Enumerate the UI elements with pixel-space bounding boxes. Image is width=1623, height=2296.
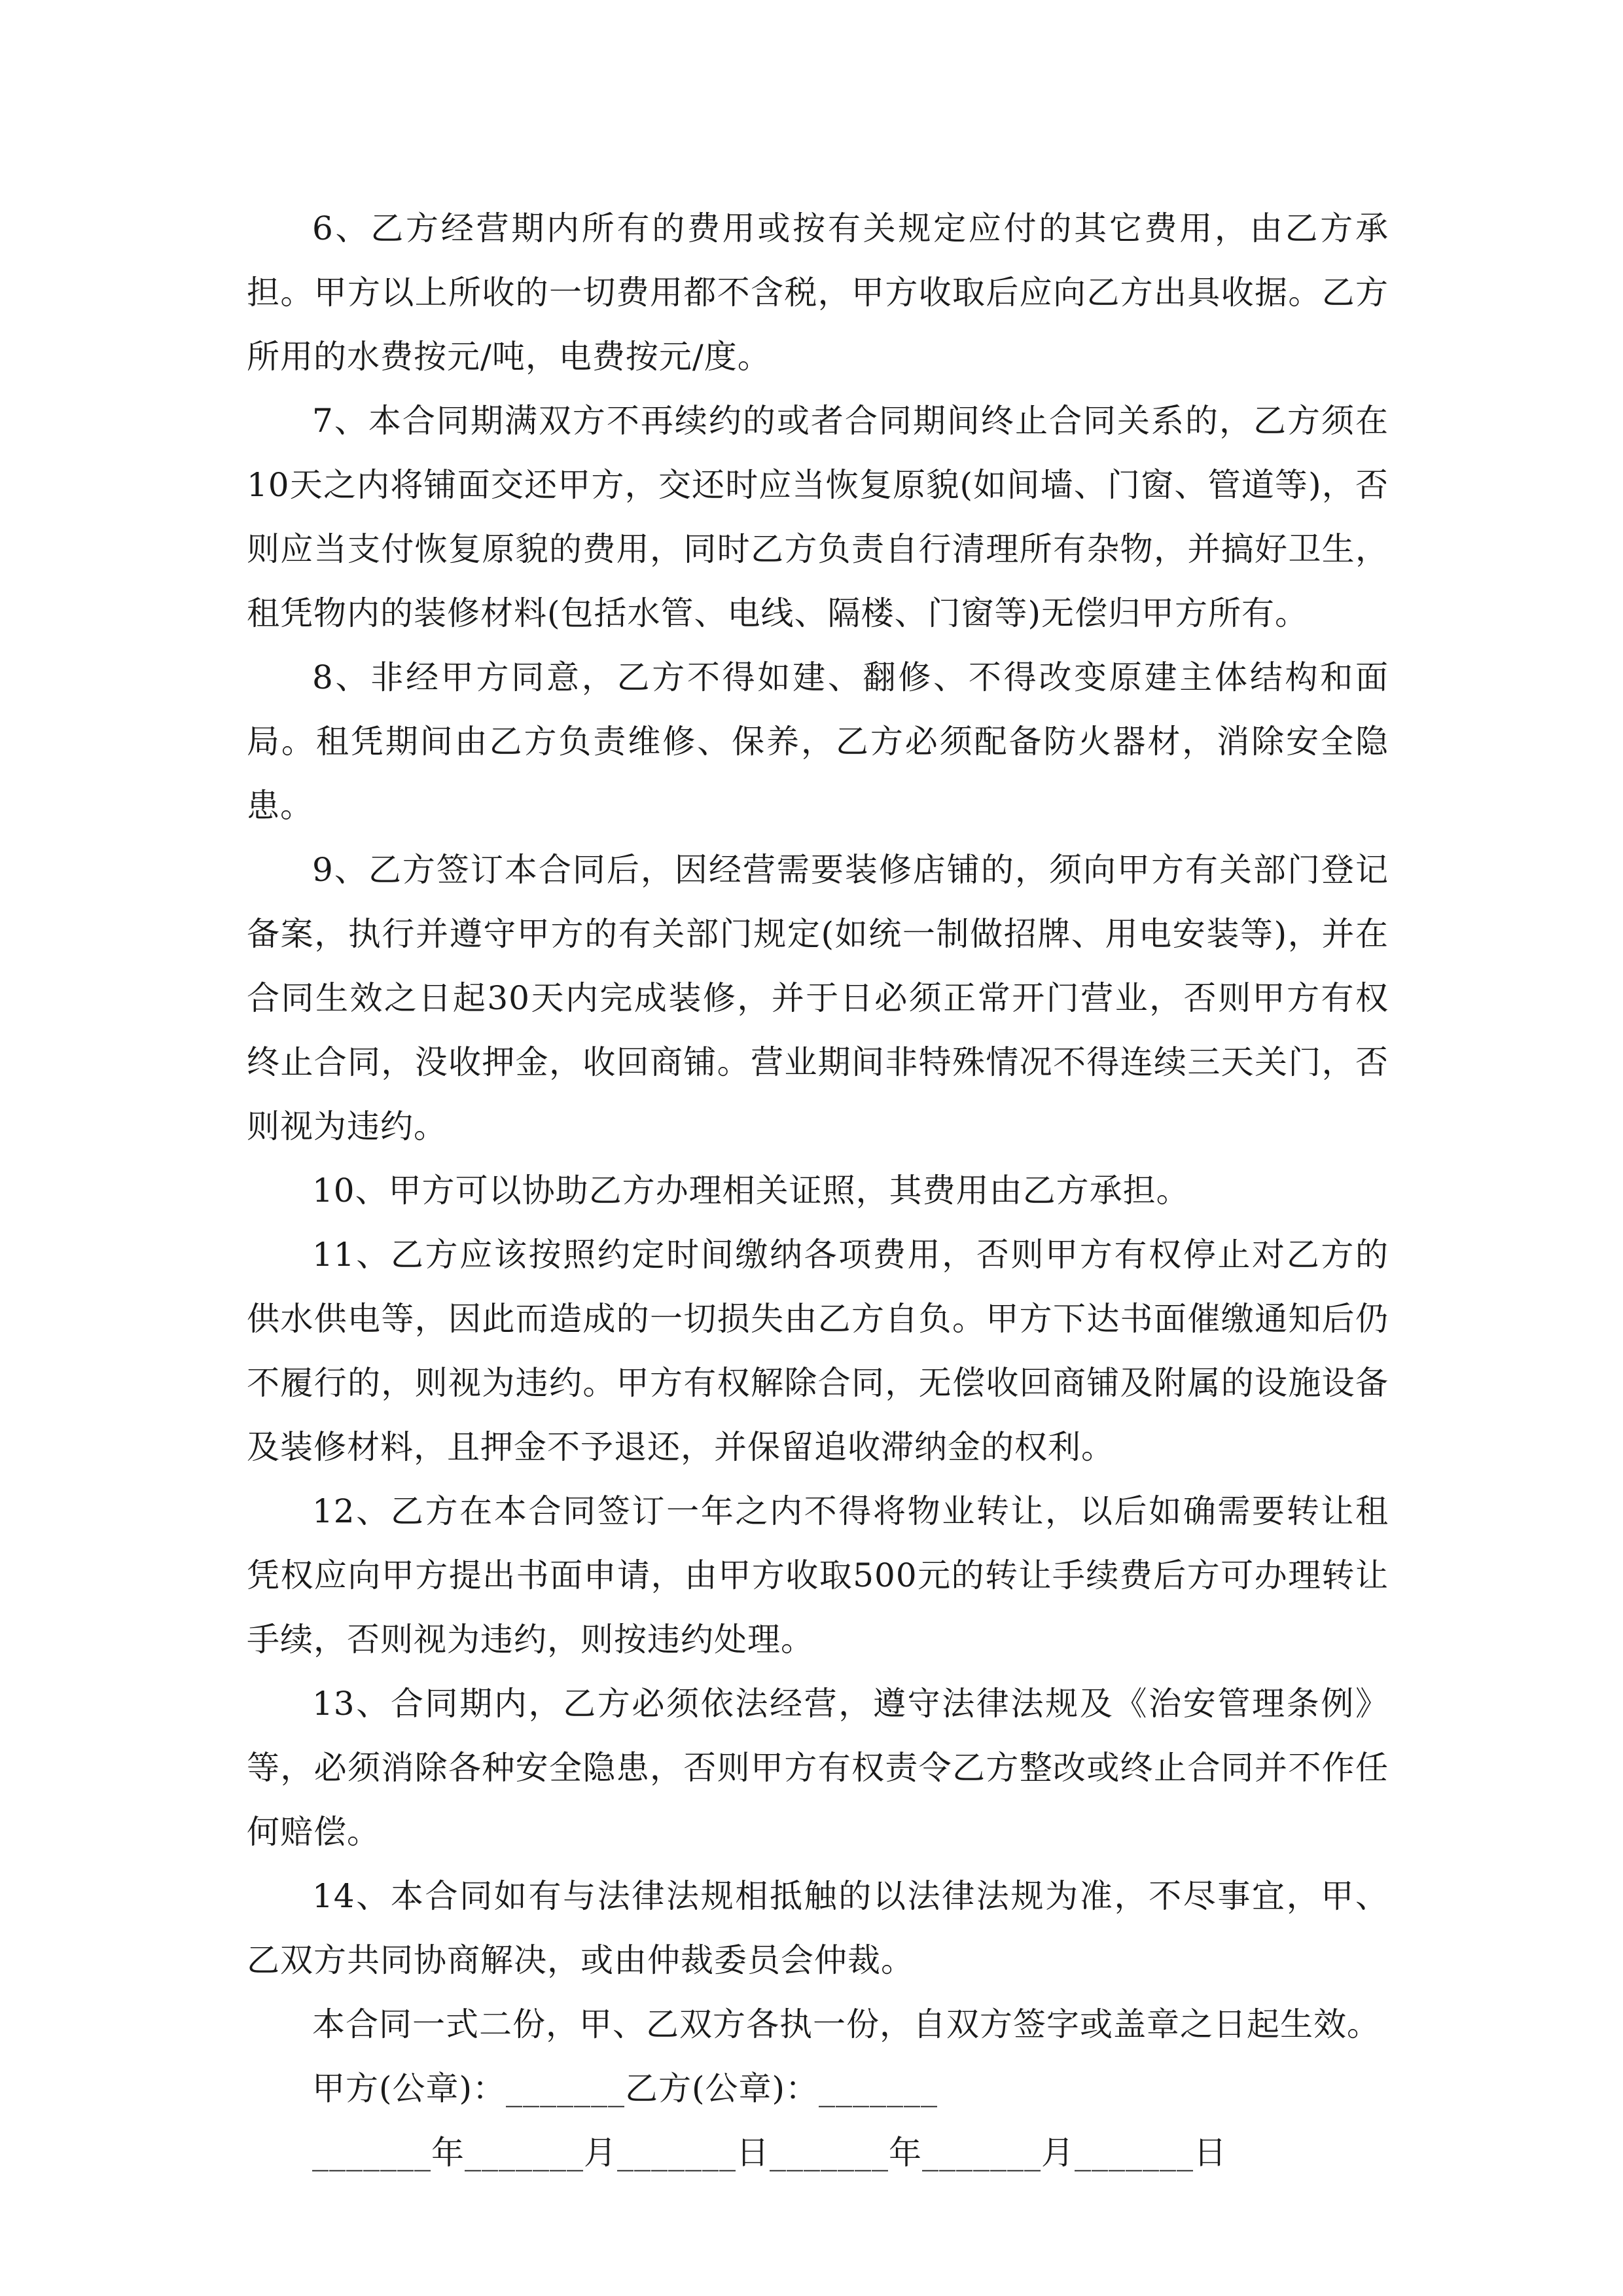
- signature-date-line: _______年_______月_______日_______年_______月_______日: [312, 2134, 1227, 2172]
- effective-statement: 本合同一式二份，甲、乙双方各执一份，自双方签字或盖章之日起生效。: [312, 2005, 1380, 2043]
- clause-10: 10、甲方可以协助乙方办理相关证照，其费用由乙方承担。: [312, 1172, 1190, 1210]
- clause-6: 6、乙方经营期内所有的费用或按有关规定应付的其它费用，由乙方承担。甲方以上所收的一切费用都不含税，甲方收取后应向乙方出具收据。乙方所用的水费按元/吨，电费按元/度。: [247, 209, 1389, 376]
- clause-9: 9、乙方签订本合同后，因经营需要装修店铺的，须向甲方有关部门登记备案，执行并遵守甲方的有关部门规定(如统一制做招牌、用电安装等)，并在合同生效之日起30天内完成装修，并于日必须正常开门营业，否则甲方有权终止合同，没收押金，收回商铺。营业期间非特殊情况不得连续三天关门，否则视为违约。: [247, 851, 1389, 1145]
- clause-7: 7、本合同期满双方不再续约的或者合同期间终止合同关系的，乙方须在10天之内将铺面交还甲方，交还时应当恢复原貌(如间墙、门窗、管道等)，否则应当支付恢复原貌的费用，同时乙方负责自行清理所有杂物，并搞好卫生，租凭物内的装修材料(包括水管、电线、隔楼、门窗等)无偿归甲方所有。: [247, 402, 1389, 632]
- clause-8: 8、非经甲方同意，乙方不得如建、翻修、不得改变原建主体结构和面局。租凭期间由乙方负责维修、保养，乙方必须配备防火器材，消除安全隐患。: [247, 658, 1389, 825]
- clause-11: 11、乙方应该按照约定时间缴纳各项费用，否则甲方有权停止对乙方的供水供电等，因此而造成的一切损失由乙方自负。甲方下达书面催缴通知后仍不履行的，则视为违约。甲方有权解除合同，无偿收回商铺及附属的设施设备及装修材料，且押金不予退还，并保留追收滞纳金的权利。: [247, 1236, 1389, 1466]
- signature-parties-line: 甲方(公章)：_______乙方(公章)：_______: [312, 2070, 938, 2108]
- clause-12: 12、乙方在本合同签订一年之内不得将物业转让，以后如确需要转让租凭权应向甲方提出书面申请，由甲方收取500元的转让手续费后方可办理转让手续，否则视为违约，则按违约处理。: [247, 1492, 1389, 1659]
- clause-13: 13、合同期内，乙方必须依法经营，遵守法律法规及《治安管理条例》等，必须消除各种安全隐患，否则甲方有权责令乙方整改或终止合同并不作任何赔偿。: [247, 1685, 1389, 1851]
- clause-14: 14、本合同如有与法律法规相抵触的以法律法规为准，不尽事宜，甲、乙双方共同协商解决，或由仲裁委员会仲裁。: [247, 1877, 1389, 1979]
- contract-page: [247, 196, 1389, 2185]
